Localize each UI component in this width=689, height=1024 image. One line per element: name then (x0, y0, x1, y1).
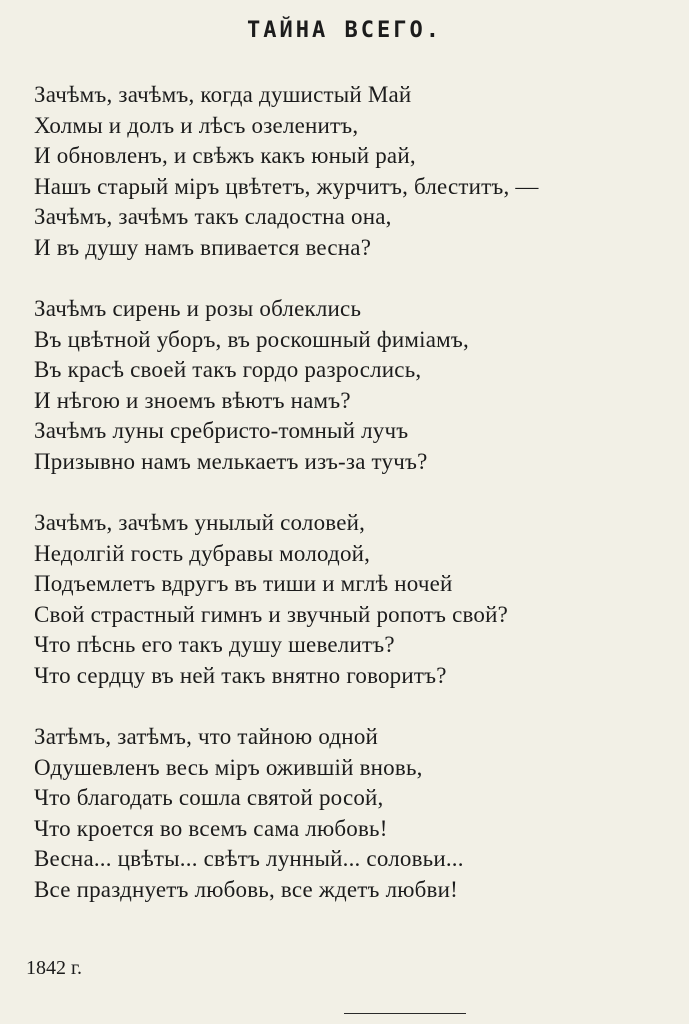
poem-line: И въ душу намъ впивается весна? (34, 234, 372, 260)
poem-line: Что кроется во всемъ сама любовь! (34, 815, 388, 841)
poem-line: Зачѣмъ луны сребристо-томный лучъ (34, 418, 409, 443)
stanza-4 (34, 722, 674, 905)
poem-line: Затѣмъ, затѣмъ, что тайною одной (34, 724, 379, 749)
stanza-1 (34, 80, 674, 263)
poem-line: Холмы и долъ и лѣсъ озеленитъ, (34, 112, 359, 138)
stanza-2 (34, 294, 674, 477)
poem-line: Зачѣмъ, зачѣмъ, когда душистый Май (34, 82, 412, 107)
poem-body (34, 80, 674, 936)
poem-title: ТАЙНА ВСЕГО. (247, 18, 442, 43)
poem-line: Зачѣмъ сирень и розы облеклись (34, 296, 362, 321)
poem-line: Весна... цвѣты... свѣтъ лунный... соловьи... (34, 846, 464, 871)
poem-line: Зачѣмъ, зачѣмъ унылый соловей, (34, 510, 366, 535)
poem-line: Что сердцу въ ней такъ внятно говоритъ? (34, 662, 447, 688)
poem-line: Зачѣмъ, зачѣмъ такъ сладостна она, (34, 204, 392, 229)
poem-line: Въ красѣ своей такъ гордо разрослись, (34, 357, 422, 382)
poem-line: Все празднуетъ любовь, все ждетъ любви! (34, 876, 458, 902)
poem-line: Одушевленъ весь міръ ожившій вновь, (34, 754, 423, 780)
stanza-3 (34, 508, 674, 691)
poem-line: Что благодать сошла святой росой, (34, 785, 384, 810)
poem-line: Призывно намъ мелькаетъ изъ-за тучъ? (34, 448, 428, 474)
poem-line: Свой страстный гимнъ и звучный ропотъ свой? (34, 601, 509, 627)
poem-line: Въ цвѣтной уборъ, въ роскошный фиміамъ, (34, 326, 469, 352)
poem-line: Подъемлетъ вдругъ въ тиши и мглѣ ночей (34, 571, 453, 596)
poem-date: 1842 г. (26, 957, 82, 979)
poem-line: Недолгій гость дубравы молодой, (34, 540, 371, 566)
poem-line: Нашъ старый міръ цвѣтетъ, журчитъ, блеститъ, — (34, 173, 539, 199)
closing-rule-divider (344, 1013, 466, 1014)
poem-line: Что пѣснь его такъ душу шевелитъ? (34, 632, 395, 657)
poem-line: И нѣгою и зноемъ вѣютъ намъ? (34, 387, 351, 413)
poem-line: И обновленъ, и свѣжъ какъ юный рай, (34, 143, 416, 168)
